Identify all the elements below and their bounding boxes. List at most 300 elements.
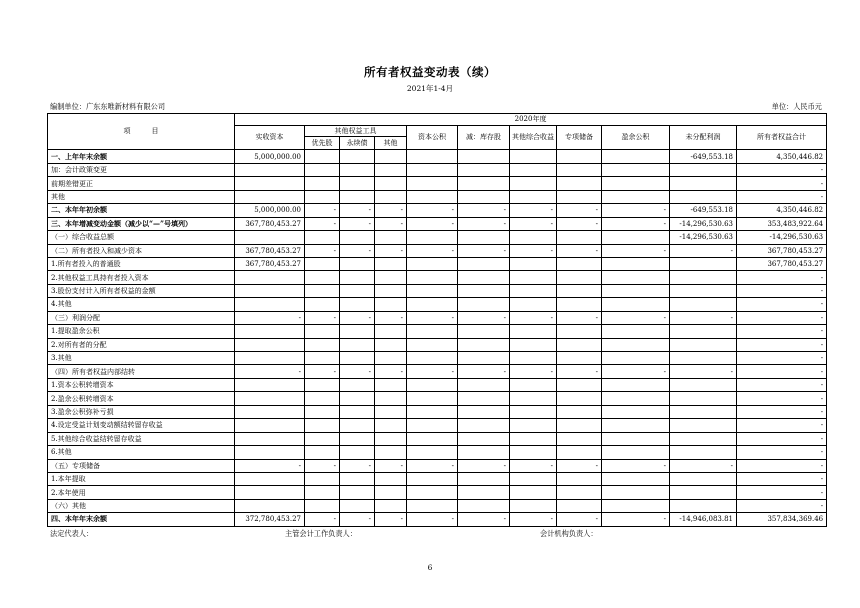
row-label: 3.股份支付计入所有者权益的金额 (48, 284, 235, 297)
row-value (510, 405, 557, 418)
row-value (375, 177, 407, 190)
row-label: 1.资本公积转增资本 (48, 378, 235, 391)
row-value (670, 446, 737, 459)
row-value: - (737, 338, 827, 351)
row-value: - (458, 311, 510, 324)
row-value (557, 298, 602, 311)
row-value: - (557, 244, 602, 257)
table-row (48, 150, 827, 163)
row-value (458, 163, 510, 176)
row-value (407, 499, 458, 512)
row-value: - (737, 365, 827, 378)
row-value (235, 419, 305, 432)
company-name: 编制单位：广东东唯新材料有限公司 (50, 102, 166, 111)
table-row (48, 257, 827, 270)
row-value (407, 190, 458, 203)
row-value: - (305, 513, 340, 526)
row-label: 4.设定受益计划变动额结转留存收益 (48, 419, 235, 432)
row-label: 2.对所有者的分配 (48, 338, 235, 351)
row-value (340, 405, 375, 418)
row-value (340, 298, 375, 311)
row-value: 367,780,453.27 (235, 257, 305, 270)
row-value (557, 271, 602, 284)
row-value (458, 472, 510, 485)
table-row (48, 432, 827, 445)
row-value (407, 352, 458, 365)
row-value (340, 392, 375, 405)
row-value (375, 392, 407, 405)
table-row (48, 217, 827, 230)
row-value (670, 392, 737, 405)
table-row (48, 298, 827, 311)
row-value (375, 352, 407, 365)
row-label: （一）综合收益总额 (48, 231, 235, 244)
row-value (340, 163, 375, 176)
row-value (305, 257, 340, 270)
row-value: - (602, 365, 670, 378)
row-label: 2.本年使用 (48, 486, 235, 499)
row-value (235, 352, 305, 365)
row-value (458, 284, 510, 297)
row-value: - (375, 311, 407, 324)
row-value (407, 405, 458, 418)
row-value (557, 338, 602, 351)
row-value: - (670, 244, 737, 257)
table-row (48, 513, 827, 526)
row-value (557, 352, 602, 365)
row-value: - (340, 311, 375, 324)
header-treasury-stock: 减：库存股 (458, 126, 510, 150)
row-value (375, 150, 407, 163)
row-value: - (737, 499, 827, 512)
row-value: - (407, 365, 458, 378)
row-label: 1.所有者投入的普通股 (48, 257, 235, 270)
row-value (510, 392, 557, 405)
accounting-dept-signature: 会计机构负责人： (540, 529, 598, 538)
row-value (670, 352, 737, 365)
row-value: - (510, 459, 557, 472)
row-value (375, 190, 407, 203)
row-value: - (737, 432, 827, 445)
row-value: - (510, 311, 557, 324)
row-value: - (458, 513, 510, 526)
row-value: - (375, 459, 407, 472)
row-value (305, 177, 340, 190)
row-value (557, 405, 602, 418)
row-value (557, 432, 602, 445)
row-value: 367,780,453.27 (235, 244, 305, 257)
row-value (340, 446, 375, 459)
row-value: - (235, 459, 305, 472)
row-value (670, 472, 737, 485)
row-value (510, 325, 557, 338)
table-row (48, 378, 827, 391)
row-value (305, 472, 340, 485)
row-value: - (510, 513, 557, 526)
row-value (458, 392, 510, 405)
row-value: - (340, 459, 375, 472)
row-value (235, 432, 305, 445)
page-number: 6 (427, 563, 433, 572)
row-value (670, 190, 737, 203)
row-value (340, 378, 375, 391)
row-value: - (458, 244, 510, 257)
table-row (48, 486, 827, 499)
table-row (48, 499, 827, 512)
row-value (375, 446, 407, 459)
table-row (48, 338, 827, 351)
row-value (235, 405, 305, 418)
row-value (458, 338, 510, 351)
row-value (670, 271, 737, 284)
row-value (458, 432, 510, 445)
row-value (375, 163, 407, 176)
row-value (375, 257, 407, 270)
row-value: - (737, 486, 827, 499)
row-value (510, 271, 557, 284)
row-value (458, 298, 510, 311)
row-label: 1.提取盈余公积 (48, 325, 235, 338)
row-value: - (407, 459, 458, 472)
row-label: （四）所有者权益内部结转 (48, 365, 235, 378)
header-surplus-reserve: 盈余公积 (602, 126, 670, 150)
row-value (510, 499, 557, 512)
table-row (48, 352, 827, 365)
row-value: - (340, 365, 375, 378)
row-value (407, 271, 458, 284)
row-value (340, 499, 375, 512)
row-value: - (737, 177, 827, 190)
row-value (340, 284, 375, 297)
row-label: 一、上年年末余额 (48, 150, 235, 163)
row-value (305, 150, 340, 163)
row-value: - (458, 365, 510, 378)
row-value (670, 257, 737, 270)
row-value (235, 486, 305, 499)
row-value (670, 405, 737, 418)
row-value (557, 150, 602, 163)
row-value (510, 284, 557, 297)
row-value (375, 486, 407, 499)
row-value (235, 231, 305, 244)
row-value: -14,296,530.63 (670, 217, 737, 230)
row-value (407, 486, 458, 499)
row-value (305, 352, 340, 365)
row-value: - (458, 204, 510, 217)
row-value: - (737, 352, 827, 365)
table-row (48, 163, 827, 176)
row-value (305, 325, 340, 338)
row-label: 2.其他权益工具持有者投入资本 (48, 271, 235, 284)
row-value: - (305, 459, 340, 472)
row-value (557, 419, 602, 432)
row-value: - (602, 244, 670, 257)
row-value (407, 446, 458, 459)
row-value (557, 446, 602, 459)
row-value: - (557, 311, 602, 324)
row-value (510, 257, 557, 270)
header-other-equity-instruments: 其他权益工具 (305, 126, 407, 137)
row-value: - (602, 513, 670, 526)
row-value (557, 378, 602, 391)
row-value (407, 298, 458, 311)
row-value (407, 150, 458, 163)
row-value (375, 338, 407, 351)
row-value (602, 405, 670, 418)
row-value (305, 298, 340, 311)
header-other: 其他 (375, 137, 407, 150)
row-value (305, 486, 340, 499)
row-label: 2.盈余公积转增资本 (48, 392, 235, 405)
row-value: - (557, 217, 602, 230)
row-value (235, 190, 305, 203)
row-value (510, 378, 557, 391)
row-value (407, 257, 458, 270)
row-value (375, 472, 407, 485)
row-value (602, 271, 670, 284)
row-value (340, 190, 375, 203)
row-value: - (602, 459, 670, 472)
equity-changes-table (47, 113, 827, 527)
row-value: - (375, 204, 407, 217)
row-value (375, 298, 407, 311)
row-value: 353,483,922.64 (737, 217, 827, 230)
row-value: - (510, 204, 557, 217)
row-value: - (602, 311, 670, 324)
row-value: - (340, 204, 375, 217)
row-value (375, 419, 407, 432)
row-value (670, 499, 737, 512)
row-value (235, 499, 305, 512)
row-value (235, 298, 305, 311)
row-value (557, 499, 602, 512)
row-label: 二、本年年初余额 (48, 204, 235, 217)
row-value (407, 325, 458, 338)
row-value (458, 378, 510, 391)
table-row (48, 325, 827, 338)
row-label: （二）所有者投入和减少资本 (48, 244, 235, 257)
row-value: - (737, 446, 827, 459)
row-value (407, 284, 458, 297)
row-value: - (510, 365, 557, 378)
row-value: - (557, 204, 602, 217)
row-value (602, 419, 670, 432)
row-value: - (737, 419, 827, 432)
row-value: 5,000,000.00 (235, 150, 305, 163)
row-value (510, 472, 557, 485)
row-value: - (510, 217, 557, 230)
row-value (375, 378, 407, 391)
row-value (375, 284, 407, 297)
row-value: - (458, 217, 510, 230)
row-value (235, 177, 305, 190)
table-row (48, 405, 827, 418)
row-value (510, 419, 557, 432)
row-value: - (407, 513, 458, 526)
table-row (48, 419, 827, 432)
row-value (557, 472, 602, 485)
row-value (670, 419, 737, 432)
row-value (407, 472, 458, 485)
row-value (510, 190, 557, 203)
row-value (510, 446, 557, 459)
row-value: - (737, 405, 827, 418)
row-value: - (235, 311, 305, 324)
row-value (340, 472, 375, 485)
row-value: - (737, 325, 827, 338)
row-value: -649,553.18 (670, 150, 737, 163)
row-value (602, 190, 670, 203)
row-value: - (407, 244, 458, 257)
row-value: 367,780,453.27 (737, 244, 827, 257)
row-value (602, 472, 670, 485)
row-value (375, 231, 407, 244)
row-label: （六）其他 (48, 499, 235, 512)
header-item: 项 目 (48, 114, 235, 150)
row-label: （三）利润分配 (48, 311, 235, 324)
table-row (48, 365, 827, 378)
row-value (510, 352, 557, 365)
table-row (48, 204, 827, 217)
row-value (602, 284, 670, 297)
row-value (305, 432, 340, 445)
row-value: 4,350,446.82 (737, 150, 827, 163)
row-value (557, 486, 602, 499)
row-value (510, 231, 557, 244)
row-label: 6.其他 (48, 446, 235, 459)
report-period: 2021年1-4月 (406, 84, 454, 93)
row-value (235, 338, 305, 351)
row-value: - (602, 204, 670, 217)
table-row (48, 446, 827, 459)
legal-representative-signature: 法定代表人： (50, 529, 94, 538)
row-value (602, 392, 670, 405)
row-label: 其他 (48, 190, 235, 203)
row-value (510, 486, 557, 499)
table-row (48, 392, 827, 405)
row-value (305, 338, 340, 351)
row-value: -14,296,530.63 (737, 231, 827, 244)
row-value (305, 190, 340, 203)
table-row (48, 271, 827, 284)
row-value (340, 486, 375, 499)
row-value (670, 378, 737, 391)
row-value (458, 271, 510, 284)
row-value (340, 432, 375, 445)
row-value (602, 231, 670, 244)
row-value (458, 446, 510, 459)
row-value (407, 177, 458, 190)
report-title: 所有者权益变动表（续） (364, 65, 496, 79)
row-value (407, 432, 458, 445)
row-value: - (407, 311, 458, 324)
row-value: - (670, 365, 737, 378)
row-value (670, 325, 737, 338)
header-capital-reserve: 资本公积 (407, 126, 458, 150)
row-value: - (737, 271, 827, 284)
row-value (670, 298, 737, 311)
row-value: - (375, 217, 407, 230)
row-value (458, 177, 510, 190)
table-row (48, 190, 827, 203)
row-label: 5.其他综合收益结转留存收益 (48, 432, 235, 445)
row-value: - (602, 217, 670, 230)
row-value: - (557, 365, 602, 378)
row-value (458, 150, 510, 163)
row-value (670, 163, 737, 176)
row-value: - (737, 311, 827, 324)
row-value (602, 352, 670, 365)
row-value (557, 257, 602, 270)
header-paid-in-capital: 实收资本 (235, 126, 305, 150)
row-value (670, 486, 737, 499)
row-value (557, 392, 602, 405)
row-value (458, 257, 510, 270)
row-value (305, 419, 340, 432)
row-value (557, 190, 602, 203)
row-value: -14,296,530.63 (670, 231, 737, 244)
row-value (557, 325, 602, 338)
row-value: -14,946,083.81 (670, 513, 737, 526)
currency-unit: 单位：人民币元 (771, 102, 822, 111)
row-label: 3.其他 (48, 352, 235, 365)
row-value: - (737, 459, 827, 472)
row-value: 367,780,453.27 (737, 257, 827, 270)
row-value (670, 338, 737, 351)
row-value: - (305, 365, 340, 378)
row-value (305, 405, 340, 418)
row-value (602, 163, 670, 176)
table-row (48, 311, 827, 324)
row-value (557, 163, 602, 176)
row-value (340, 419, 375, 432)
row-value (602, 378, 670, 391)
row-value: 4,350,446.82 (737, 204, 827, 217)
row-value (407, 419, 458, 432)
table-row (48, 231, 827, 244)
row-value: - (235, 365, 305, 378)
row-value (340, 177, 375, 190)
row-value (510, 177, 557, 190)
row-value (510, 150, 557, 163)
row-value: - (305, 204, 340, 217)
row-value: - (737, 284, 827, 297)
row-value (235, 392, 305, 405)
header-retained-earnings: 未分配利润 (670, 126, 737, 150)
row-value: - (305, 311, 340, 324)
row-value (458, 405, 510, 418)
row-value: - (737, 163, 827, 176)
row-value (340, 257, 375, 270)
row-value (602, 499, 670, 512)
row-value (407, 338, 458, 351)
row-value (235, 472, 305, 485)
header-year: 2020年度 (235, 114, 827, 126)
row-value (305, 163, 340, 176)
row-label: 4.其他 (48, 298, 235, 311)
row-value (235, 446, 305, 459)
row-value (557, 284, 602, 297)
row-value (602, 325, 670, 338)
row-value (458, 352, 510, 365)
row-value: - (510, 244, 557, 257)
row-label: （五）专项储备 (48, 459, 235, 472)
row-value (458, 231, 510, 244)
row-value (340, 231, 375, 244)
row-value: - (737, 472, 827, 485)
table-row (48, 459, 827, 472)
row-value (235, 163, 305, 176)
